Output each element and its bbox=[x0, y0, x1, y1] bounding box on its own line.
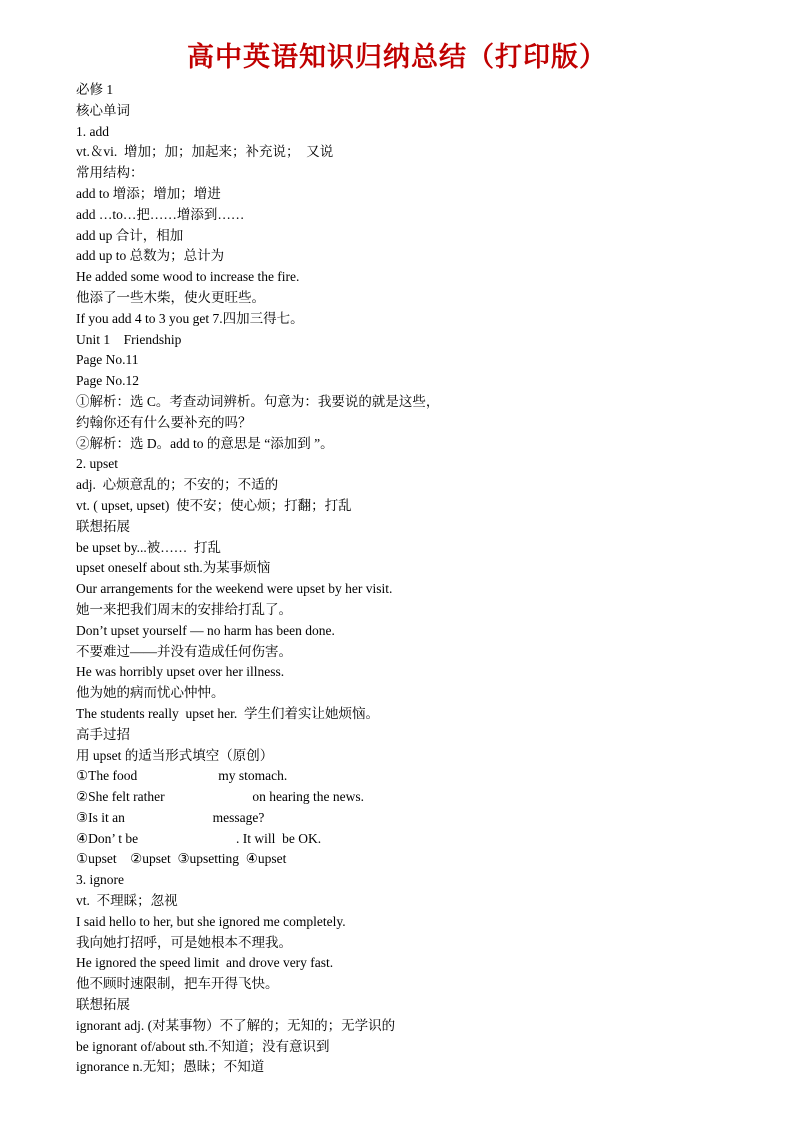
text-line: Don’t upset yourself — no harm has been done. bbox=[76, 622, 335, 638]
text-line: 2. upset bbox=[76, 456, 118, 472]
text-line: The students really upset her. 学生们着实让她烦恼。 bbox=[76, 705, 379, 721]
text-line: ①The food my stomach. bbox=[76, 768, 288, 784]
text-line: ignorant adj. (对某事物）不了解的；无知的；无学识的 bbox=[76, 1017, 396, 1033]
text-line: 常用结构： bbox=[76, 165, 144, 181]
text-line: upset oneself about sth.为某事烦恼 bbox=[76, 560, 271, 576]
text-line: ④Don’ t be . It will be OK. bbox=[76, 830, 322, 846]
text-line: ③Is it an message? bbox=[76, 809, 265, 825]
text-line: vt. 不理睬；忽视 bbox=[76, 893, 178, 909]
text-line: He was horribly upset over her illness. bbox=[76, 664, 285, 680]
text-line: 他添了一些木柴，使火更旺些。 bbox=[76, 289, 265, 305]
text-line: 高手过招 bbox=[76, 726, 130, 742]
text-line: Page No.12 bbox=[76, 373, 139, 389]
text-line: ignorance n.无知；愚昧；不知道 bbox=[76, 1059, 265, 1075]
text-line: 他为她的病而忧心忡忡。 bbox=[76, 685, 225, 701]
text-line: 他不顾时速限制，把车开得飞快。 bbox=[76, 976, 279, 992]
text-line: He added some wood to increase the fire. bbox=[76, 269, 300, 285]
text-line: 我向她打招呼，可是她根本不理我。 bbox=[76, 934, 292, 950]
text-line: add to 增添；增加；增进 bbox=[76, 185, 221, 201]
text-line: 她一来把我们周末的安排给打乱了。 bbox=[76, 601, 292, 617]
text-line: ①upset ②upset ③upsetting ④upset bbox=[76, 851, 287, 867]
text-line: 必修 1 bbox=[76, 82, 114, 97]
text-line: 联想拓展 bbox=[76, 997, 130, 1013]
text-line: vt. ( upset, upset) 使不安；使心烦；打翻；打乱 bbox=[76, 497, 352, 513]
text-line: vt.＆vi. 增加；加；加起来；补充说； 又说 bbox=[76, 144, 334, 160]
text-line: add up 合计，相加 bbox=[76, 227, 184, 243]
text-line: be upset by...被…… 打乱 bbox=[76, 539, 221, 555]
text-line: ②She felt rather on hearing the news. bbox=[76, 789, 365, 805]
text-line: add up to 总数为；总计为 bbox=[76, 248, 225, 264]
text-line: I said hello to her, but she ignored me completely. bbox=[76, 913, 346, 929]
text-line: He ignored the speed limit and drove very fast. bbox=[76, 955, 334, 971]
text-line: adj. 心烦意乱的；不安的；不适的 bbox=[76, 477, 279, 493]
text-line: 不要难过——并没有造成任何伤害。 bbox=[76, 643, 292, 659]
text-line: 约翰你还有什么要补充的吗？ bbox=[76, 414, 252, 430]
text-line: 3. ignore bbox=[76, 872, 124, 888]
page-title: 高中英语知识归纳总结（打印版） bbox=[187, 42, 607, 73]
text-line: be ignorant of/about sth.不知道；没有意识到 bbox=[76, 1038, 330, 1054]
text-line: ②解析：选 D。add to 的意思是 “添加到 ”。 bbox=[76, 435, 334, 451]
text-line: Our arrangements for the weekend were upset by her visit. bbox=[76, 581, 393, 597]
text-line: Page No.11 bbox=[76, 352, 139, 368]
document-body bbox=[76, 80, 736, 1078]
text-line: 联想拓展 bbox=[76, 518, 130, 534]
text-line: 核心单词 bbox=[76, 102, 130, 118]
text-line: ①解析：选 C。考查动词辨析。句意为：我要说的就是这些， bbox=[76, 393, 440, 409]
text-line: Unit 1 Friendship bbox=[76, 331, 182, 347]
text-line: add …to…把……增添到…… bbox=[76, 206, 245, 222]
text-line: 1. add bbox=[76, 123, 109, 139]
text-line: 用 upset 的适当形式填空（原创） bbox=[76, 747, 274, 763]
text-line: If you add 4 to 3 you get 7.四加三得七。 bbox=[76, 310, 304, 326]
